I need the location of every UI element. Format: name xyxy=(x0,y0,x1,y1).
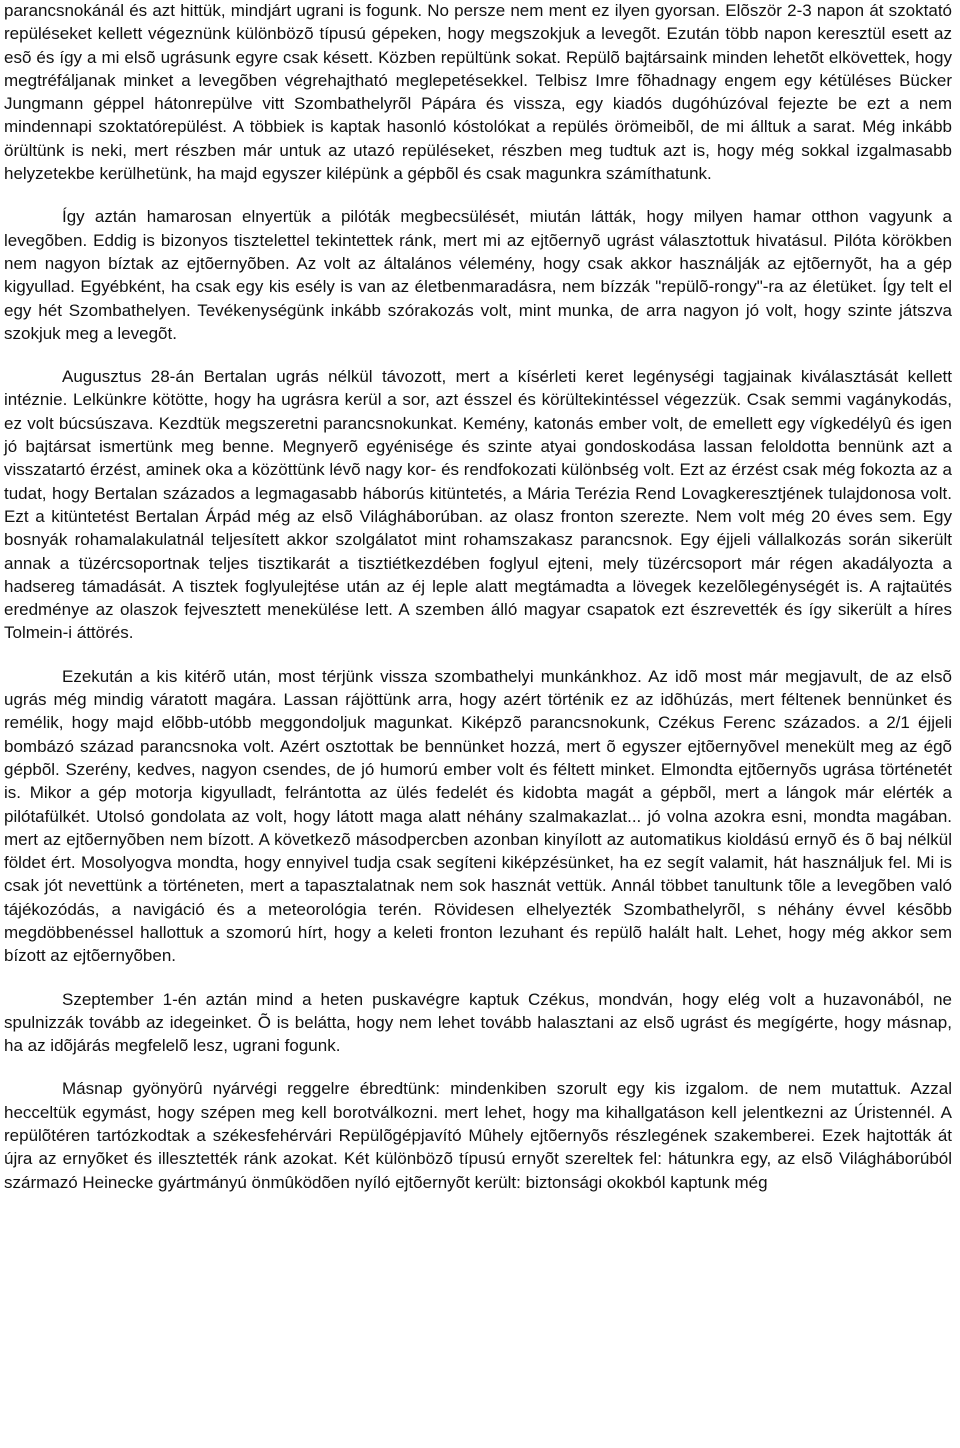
paragraph: parancsnokánál és azt hittük, mindjárt ugrani is fogunk. No persze nem ment ez ilyen gyorsan. Elõször 2-3 napon át szoktató repüléseket kellett végeznünk különbözõ típusú gépeken, hogy megszokjuk a levegõt. Ezután több napon keresztül esett az esõ és így a mi elsõ ugrásunk egyre csak késett. Közben repültünk sokat. Repülõ bajtársaink minden lehetõt elkövettek, hogy megtréfáljanak minket a levegõben végrehajtható meglepetésekkel. Telbisz Imre fõhadnagy engem egy kétüléses Bücker Jungmann géppel hátonrepülve vitt Szombathelyrõl Pápára és vissza, egy kiadós dugóhúzóval fejezte be ezt a nem mindennapi szoktatórepülést. A többiek is kaptak hasonló kóstolókat a repülés örömeibõl, de mi álltuk a sarat. Még inkább örültünk is neki, mert részben már untuk az utazó repüléseket, részben meg tudtuk azt is, hogy még sokkal izgalmasabb helyzetekbe kerülhetünk, ha majd egyszer kilépünk a gépbõl és csak magunkra számíthatunk. xyxy=(4,1,952,184)
document-page xyxy=(4,0,952,1214)
paragraph: Így aztán hamarosan elnyertük a pilóták megbecsülését, miután látták, hogy milyen hamar otthon vagyunk a levegõben. Eddig is bizonyos tisztelettel tekintettek ránk, mert mi az ejtõernyõ ugrást választottuk hivatásul. Pilóta körökben nem nagyon bíztak az ejtõernyõben. Az volt az általános vélemény, hogy csak akkor használják az ejtõernyõt, ha a gép kigyullad. Egyébként, ha csak egy kis esély is van az életbenmaradásra, nem bízzák "repülõ-rongy"-ra az életüket. Így telt el egy hét Szombathelyen. Tevékenységünk inkább szórakozás volt, mint munka, de arra nagyon jó volt, hogy szinte játszva szokjuk meg a levegõt. xyxy=(4,207,952,343)
paragraph: Másnap gyönyörû nyárvégi reggelre ébredtünk: mindenkiben szorult egy kis izgalom. de nem mutattuk. Azzal hecceltük egymást, hogy szépen meg kell borotválkozni. mert lehet, hogy ma kihallgatáson kell jelentkezni az Úristennél. A repülõtéren tartózkodtak a székesfehérvári Repülõgépjavító Mûhely ejtõernyõs részlegének szakemberei. Ezek hajtották át újra az ernyõket és illesztették ránk azokat. Két különbözõ típusú ernyõt szereltek fel: hátunkra egy, az elsõ Világháborúból származó Heinecke gyártmányú önmûködõen nyíló ejtõernyõt került: biztonsági okokból kaptunk még xyxy=(4,1079,952,1192)
paragraph: Ezekután a kis kitérõ után, most térjünk vissza szombathelyi munkánkhoz. Az idõ most már megjavult, de az elsõ ugrás még mindig váratott magára. Lassan rájöttünk arra, hogy azért történik ez az idõhúzás, mert féltenek bennünket és remélik, hogy majd elõbb-utóbb meggondoljuk magunkat. Kiképzõ parancsnokunk, Czékus Ferenc százados. a 2/1 éjjeli bombázó század parancsnoka volt. Azért osztottak be bennünket hozzá, mert õ egyszer ejtõernyõvel menekült meg az égõ gépbõl. Szerény, kedves, nagyon csendes, de jó humorú ember volt és féltett minket. Elmondta ejtõernyõs ugrása történetét is. Mikor a gép motorja kigyulladt, felrántotta az ülés fedelét és kidobta magát a gépbõl, mert a lángok már elérték a pilótafülkét. Utolsó gondolata az volt, hogy látott maga alatt néhány szalmakazlat... jó volna azokra esni, mondta magában. mert az ejtõernyõben nem bízott. A következõ másodpercben azonban kinyílott az automatikus kioldású ernyõ és õ baj nélkül földet ért. Mosolyogva mondta, hogy ennyivel tudja csak segíteni kiképzésünket, ha ez segít valamit, hát használjuk fel. Mi is csak jót nevettünk a történeten, mert a tapasztalatnak nem sok hasznát vettük. Annál többet tanultunk tõle a levegõben való tájékozódás, a navigáció és a meteorológia terén. Rövidesen elhelyezték Szombathelyrõl, s néhány évvel késõbb megdöbbenéssel hallottuk a szomorú hírt, hogy a keleti fronton lezuhant és repülõ halált halt. Lehet, hogy még akkor sem bízott az ejtõernyõben. xyxy=(4,666,952,966)
paragraph: Augusztus 28-án Bertalan ugrás nélkül távozott, mert a kísérleti keret legénységi tagjainak kiválasztását kellett intéznie. Lelkünkre kötötte, hogy ha ugrásra kerül a sor, azt ésszel és körültekintéssel végezzük. Csak semmi vagánykodás, ez volt búcsúszava. Kezdtük megszeretni parancsnokunkat. Kemény, katonás ember volt, de emellett egy vígkedélyû és igen jó bajtársat ismertünk meg benne. Megnyerõ egyénisége és szinte atyai gondoskodása lassan feloldotta bennünk azt a visszatartó érzést, aminek oka a közöttünk lévõ nagy kor- és rendfokozati különbség volt. Ezt az érzést csak még fokozta az a tudat, hogy Bertalan százados a legmagasabb háborús kitüntetés, a Mária Terézia Rend Lovagkeresztjének tulajdonosa volt. Ezt a kitüntetést Bertalan Árpád még az elsõ Világháborúban. az olasz fronton szerezte. Nem volt még 20 éves sem. Egy bosnyák rohamalakulatnál teljesített akkor szolgálatot mint rohamszakasz parancsnok. Egy éjjeli vállalkozás során sikerült annak a tüzércsoportnak teljes tisztikarát a tisztiétkezdében foglyul ejteni, mely tüzércsoport már régen akadályozta a hadsereg támadását. A tisztek foglyulejtése után az éj leple alatt megtámadta a lövegek kezelõlegénységét is. A rajtaütés eredménye az olaszok fejvesztett menekülése lett. A szemben álló magyar csapatok ezt észrevették és így sikerült a híres Tolmein-i áttörés. xyxy=(4,367,952,643)
paragraph: Szeptember 1-én aztán mind a heten puskavégre kaptuk Czékus, mondván, hogy elég volt a huzavonából, ne spulnizzák tovább az idegeinket. Õ is belátta, hogy nem lehet tovább halasztani az elsõ ugrást és megígérte, hogy másnap, ha az idõjárás megfelelõ lesz, ugrani fogunk. xyxy=(4,989,952,1056)
